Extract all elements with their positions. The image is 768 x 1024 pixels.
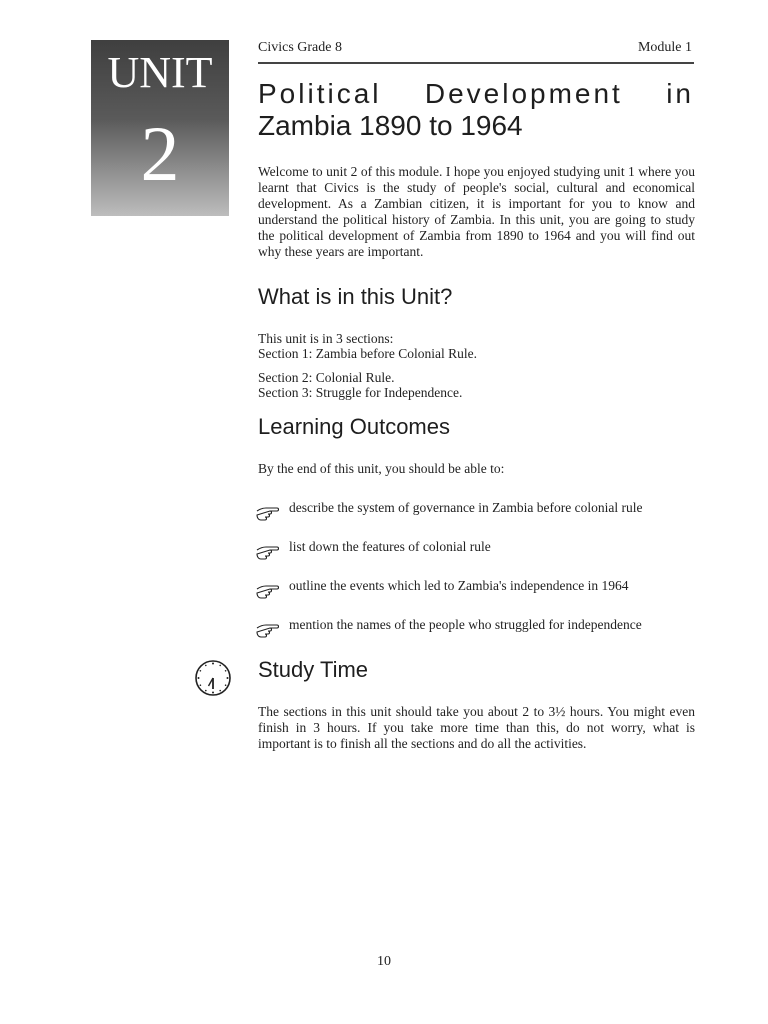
header-course: Civics Grade 8 <box>258 40 342 55</box>
outcome-text: describe the system of governance in Zambia before colonial rule <box>289 500 643 515</box>
page-title <box>258 78 694 142</box>
outcome-text: outline the events which led to Zambia's independence in 1964 <box>289 578 629 593</box>
section-3-line: Section 3: Struggle for Independence. <box>258 385 463 400</box>
unit-number: 2 <box>140 110 180 197</box>
unit-badge <box>91 40 229 216</box>
pointing-hand-icon <box>256 581 280 599</box>
outcome-text: list down the features of colonial rule <box>289 539 491 554</box>
section-2-line: Section 2: Colonial Rule. <box>258 370 395 385</box>
outcome-item <box>256 539 696 561</box>
outcome-item <box>256 500 696 522</box>
contents-heading: What is in this Unit? <box>258 284 453 309</box>
title-line-1: Political Development in <box>258 78 694 109</box>
title-line-2: Zambia 1890 to 1964 <box>258 110 523 141</box>
unit-label: UNIT <box>107 48 213 97</box>
pointing-hand-icon <box>256 503 280 521</box>
intro-paragraph: Welcome to unit 2 of this module. I hope you enjoyed studying unit 1 where you learnt that Civics is the study of people's social, cultural and economical development. As a Zambian citizen, it is important for you to know and understand the political history of Zambia. In this unit, you are going to study the political development of Zambia from 1890 to 1964 and you will find out why these years are important. <box>258 164 695 259</box>
pointing-hand-icon <box>256 542 280 560</box>
page-header <box>258 40 694 64</box>
study-time-heading: Study Time <box>258 657 369 682</box>
outcomes-heading: Learning Outcomes <box>258 414 450 439</box>
outcome-text: mention the names of the people who struggled for independence <box>289 617 642 632</box>
outcome-item <box>256 617 696 639</box>
study-time-paragraph: The sections in this unit should take you about 2 to 3½ hours. You might even finish in 3 hours. If you take more time than this, do not worry, what is important is to finish all the sections and do all the activities. <box>258 704 695 751</box>
page-number: 10 <box>377 954 391 969</box>
clock-icon <box>194 659 232 697</box>
outcome-item <box>256 578 696 600</box>
header-module: Module 1 <box>637 40 692 55</box>
contents-intro: This unit is in 3 sections: <box>258 331 394 346</box>
section-1-line: Section 1: Zambia before Colonial Rule. <box>258 346 477 361</box>
outcomes-intro: By the end of this unit, you should be able to: <box>258 461 505 476</box>
pointing-hand-icon <box>256 620 280 638</box>
